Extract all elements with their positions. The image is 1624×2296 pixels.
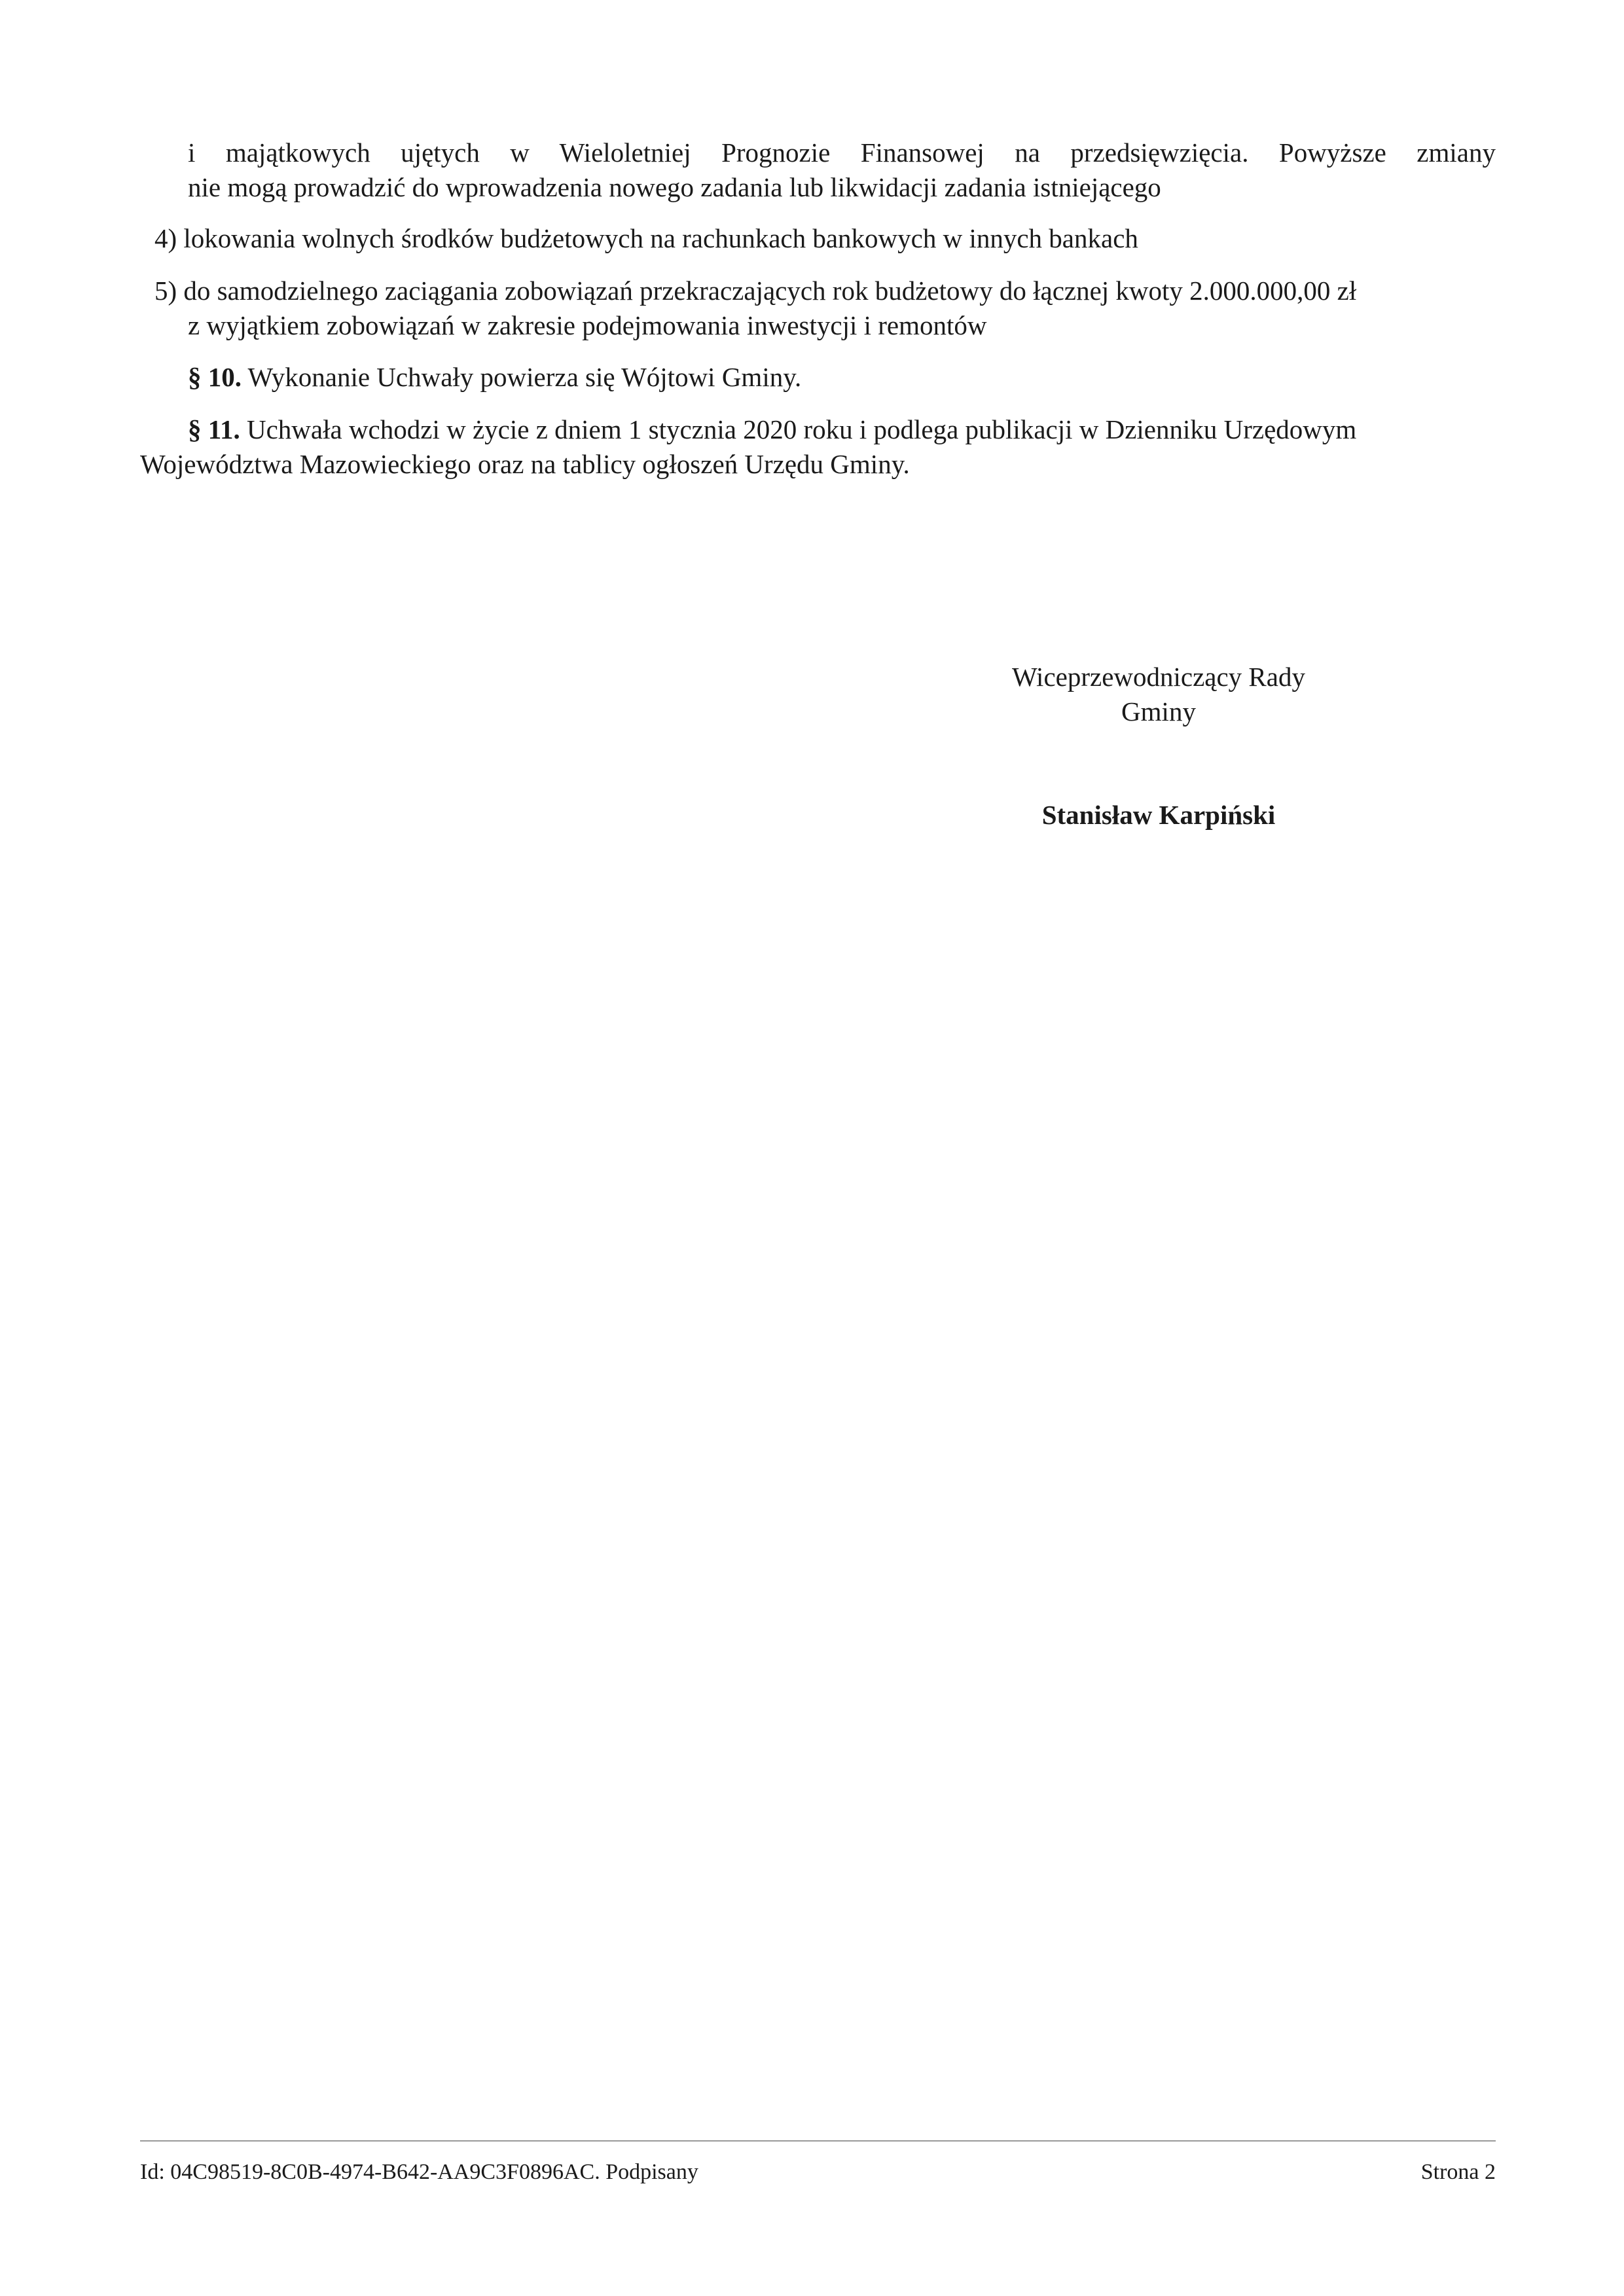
- list-item-5-line-1: 5) do samodzielnego zaciągania zobowiązań przekraczających rok budżetowy do łącznej kwoty 2.000.000,00 zł: [154, 276, 1357, 306]
- item-3-continuation-line-2: nie mogą prowadzić do wprowadzenia nowego zadania lub likwidacji zadania istniejącego: [188, 172, 1161, 202]
- list-item-4: 4) lokowania wolnych środków budżetowych na rachunkach bankowych w innych bankach: [154, 223, 1138, 253]
- document-id: Id: 04C98519-8C0B-4974-B642-AA9C3F0896AC. Podpisany: [140, 2160, 698, 2184]
- paragraph-11-label: § 11.: [188, 414, 240, 444]
- footer-divider: [140, 2140, 1496, 2142]
- signatory-name: Stanisław Karpiński: [1041, 800, 1276, 830]
- item-3-continuation-line-1: i majątkowych ujętych w Wieloletniej Prognozie Finansowej na przedsięwzięcia. Powyższe zmiany: [188, 137, 1496, 168]
- paragraph-11-text-line-1: Uchwała wchodzi w życie z dniem 1 stycznia 2020 roku i podlega publikacji w Dzienniku Urzędowym: [240, 414, 1357, 444]
- signature-title-line-1: Wiceprzewodniczący Rady: [1012, 662, 1305, 692]
- paragraph-11-line-1: [188, 412, 1356, 447]
- list-item-5-line-2: z wyjątkiem zobowiązań w zakresie podejmowania inwestycji i remontów: [188, 310, 987, 340]
- paragraph-10: [188, 360, 801, 395]
- paragraph-11-line-2: Województwa Mazowieckiego oraz na tablicy ogłoszeń Urzędu Gminy.: [140, 449, 910, 479]
- page-number: Strona 2: [1420, 2160, 1496, 2184]
- paragraph-10-label: § 10.: [188, 362, 242, 392]
- paragraph-10-text: Wykonanie Uchwały powierza się Wójtowi Gminy.: [242, 362, 802, 392]
- signature-title-line-2: Gminy: [1121, 696, 1196, 726]
